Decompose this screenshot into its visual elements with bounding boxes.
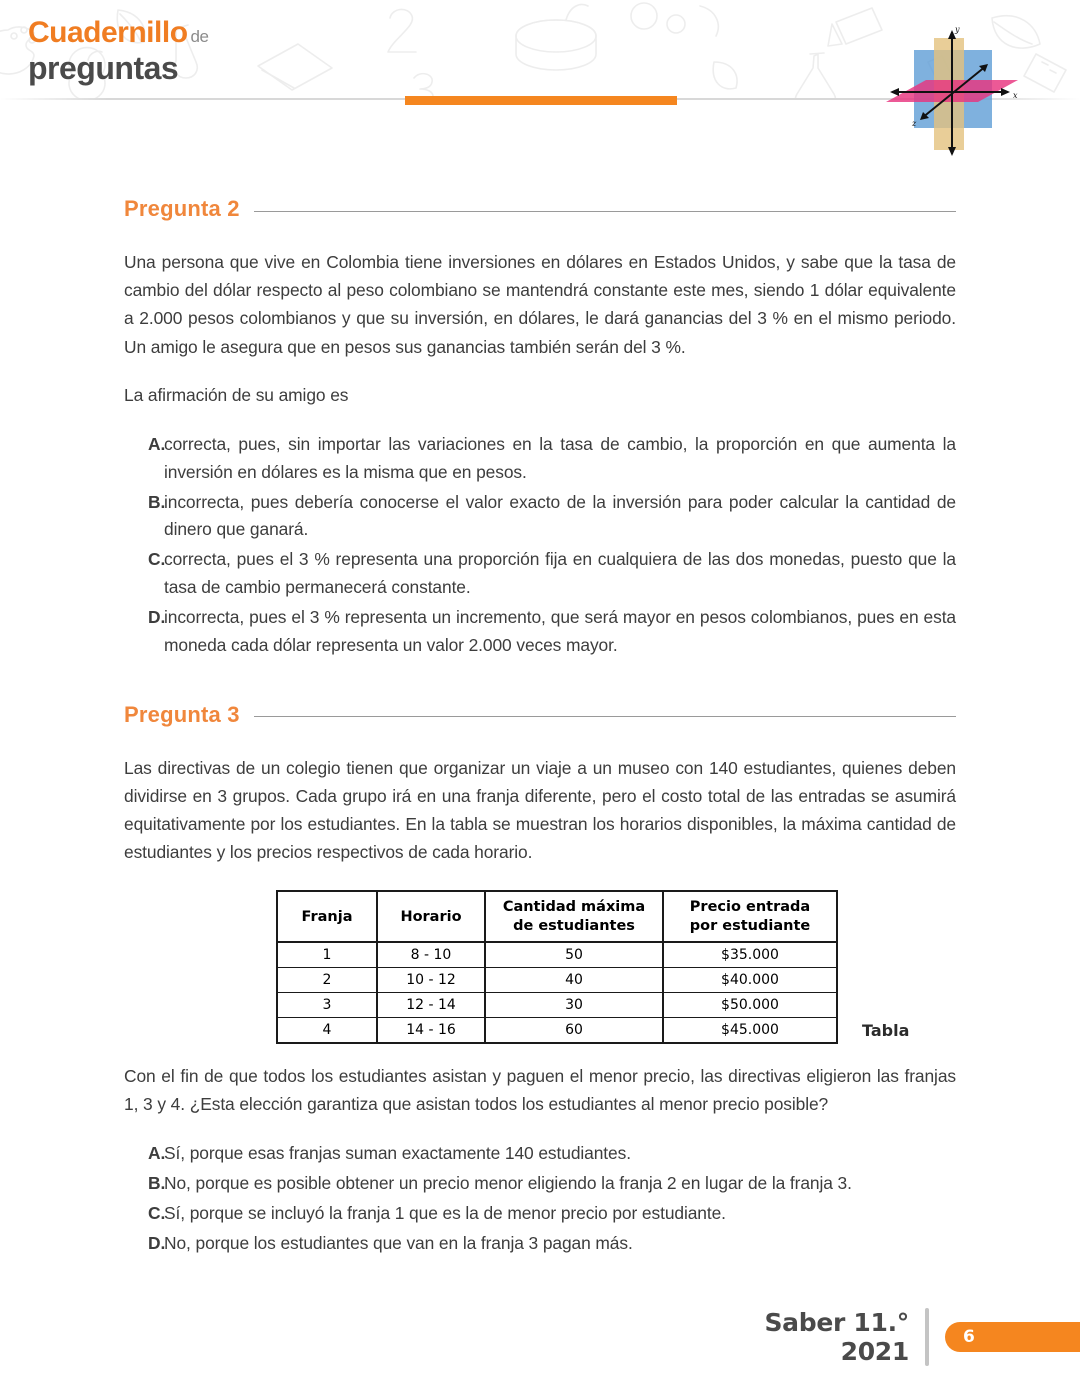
exam-label xyxy=(764,1308,909,1367)
axis-label-z: z xyxy=(912,119,917,128)
table-header-franja: Franja xyxy=(277,891,377,941)
table-header-horario: Horario xyxy=(377,891,485,941)
question-2-prompt: La afirmación de su amigo es xyxy=(124,384,349,405)
table-caption: Tabla xyxy=(862,1020,910,1040)
cell-horario: 10 - 12 xyxy=(377,967,485,992)
cell-horario: 8 - 10 xyxy=(377,942,485,968)
cell-precio: $45.000 xyxy=(663,1017,837,1043)
option-item[interactable] xyxy=(124,1140,956,1168)
cell-cantidad: 60 xyxy=(485,1017,663,1043)
option-letter: C. xyxy=(148,549,166,570)
table-row xyxy=(277,992,837,1017)
question-3-stem: Las directivas de un colegio tienen que organizar un viaje a un museo con 140 estudiantes, quienes deben dividirse en 3 grupos. Cada grupo irá en una franja diferente, pero el costo total de las entradas se asumirá equitativamente por los estudiantes. En la tabla se muestran los horarios disponibles, la máxima cantidad de estudiantes y los precios respectivos de cada horario. xyxy=(124,757,956,863)
cell-precio: $40.000 xyxy=(663,967,837,992)
brand-word-preguntas: preguntas xyxy=(28,50,179,86)
option-text: incorrecta, pues debería conocerse el valor exacto de la inversión para poder calcular la cantidad de dinero que ganará. xyxy=(164,491,956,540)
question-2-section xyxy=(124,196,956,660)
table-row xyxy=(277,967,837,992)
table-header-cantidad-maxima xyxy=(485,891,663,941)
option-item[interactable] xyxy=(124,489,956,545)
question-3-title: Pregunta 3 xyxy=(124,701,240,727)
table-header-row xyxy=(277,891,837,941)
option-text: Sí, porque esas franjas suman exactamente 140 estudiantes. xyxy=(164,1143,631,1164)
question-3-section xyxy=(124,702,956,1258)
table-header-precio-line2: por estudiante xyxy=(689,917,811,934)
page-header xyxy=(0,0,1080,180)
option-text: correcta, pues el 3 % representa una proporción fija en cualquiera de las dos monedas, puesto que la tasa de cambio permanecerá constante. xyxy=(164,549,956,598)
option-text: Sí, porque se incluyó la franja 1 que es la de menor precio por estudiante. xyxy=(164,1202,726,1223)
page-number-badge xyxy=(945,1322,1080,1352)
question-2-title: Pregunta 2 xyxy=(124,196,240,221)
question-2-options xyxy=(124,431,956,660)
option-letter: D. xyxy=(148,1232,166,1253)
option-item[interactable] xyxy=(124,546,956,602)
page-number-value: 6 xyxy=(963,1327,975,1347)
question-3-header xyxy=(124,702,956,728)
cell-franja: 1 xyxy=(277,942,377,968)
option-text: No, porque los estudiantes que van en la franja 3 pagan más. xyxy=(164,1232,633,1253)
option-letter: A. xyxy=(148,433,166,454)
footer-divider xyxy=(925,1308,929,1366)
brand-line-primary xyxy=(28,18,208,48)
question-2-header xyxy=(124,196,956,222)
exam-label-line1: Saber 11.° xyxy=(764,1307,909,1337)
cell-franja: 3 xyxy=(277,992,377,1017)
table-row xyxy=(277,942,837,968)
brand-logo xyxy=(28,18,208,84)
coordinate-axes-icon xyxy=(882,22,1022,162)
option-text: incorrecta, pues el 3 % representa un incremento, que será mayor en pesos colombianos, pues en esta moneda cada dólar representa un valor 2.000 veces mayor. xyxy=(164,607,956,655)
brand-word-cuadernillo: Cuadernillo xyxy=(28,16,188,49)
question-3-options xyxy=(124,1140,956,1257)
brand-word-de: de xyxy=(190,27,209,46)
axis-label-x: x xyxy=(1013,91,1018,100)
question-2-rule xyxy=(254,211,956,212)
question-2-stem: Una persona que vive en Colombia tiene inversiones en dólares en Estados Unidos, y sabe que la tasa de cambio del dólar respecto al peso colombiano se mantendrá constante este mes, siendo 1 dólar equivalente a 2.000 pesos colombianos y que su inversión, en dólares, le dará ganancias del 3 % en el mismo periodo. Un amigo le asegura que en pesos sus ganancias también serán del 3 %. xyxy=(124,252,956,357)
table-row xyxy=(277,1017,837,1043)
option-letter: C. xyxy=(148,1202,166,1223)
option-item[interactable] xyxy=(124,604,956,660)
cell-cantidad: 50 xyxy=(485,942,663,968)
option-item[interactable] xyxy=(124,1200,956,1228)
cell-cantidad: 30 xyxy=(485,992,663,1017)
cell-franja: 4 xyxy=(277,1017,377,1043)
schedule-table xyxy=(276,890,838,1043)
option-letter: D. xyxy=(148,607,166,627)
option-letter: B. xyxy=(148,1172,166,1193)
question-3-followup: Con el fin de que todos los estudiantes asistan y paguen el menor precio, las directivas eligieron las franjas 1, 3 y 4. ¿Esta elección garantiza que asistan todos los estudiantes al menor precio posible? xyxy=(124,1065,956,1114)
cell-precio: $50.000 xyxy=(663,992,837,1017)
question-3-rule xyxy=(254,716,956,717)
option-letter: A. xyxy=(148,1143,166,1164)
cell-franja: 2 xyxy=(277,967,377,992)
cell-horario: 14 - 16 xyxy=(377,1017,485,1043)
option-text: correcta, pues, sin importar las variaciones en la tasa de cambio, la proporción en que aumenta la inversión en dólares es la misma que en pesos. xyxy=(164,433,956,482)
exam-label-line2: 2021 xyxy=(840,1337,909,1366)
cell-horario: 12 - 14 xyxy=(377,992,485,1017)
table-header-precio-entrada xyxy=(663,891,837,941)
option-item[interactable] xyxy=(124,431,956,487)
table-header-precio-line1: Precio entrada xyxy=(689,899,811,916)
option-item[interactable] xyxy=(124,1170,956,1198)
page-footer xyxy=(764,1299,1080,1375)
cell-precio: $35.000 xyxy=(663,942,837,968)
option-item[interactable] xyxy=(124,1230,956,1258)
table-header-cantidad-line2: de estudiantes xyxy=(513,917,635,934)
cell-cantidad: 40 xyxy=(485,967,663,992)
option-letter: B. xyxy=(148,491,166,512)
page-content xyxy=(124,196,956,1259)
axis-label-y: y xyxy=(955,25,960,34)
table-header-cantidad-line1: Cantidad máxima xyxy=(502,899,646,916)
header-accent-bar xyxy=(405,96,677,105)
schedule-table-wrapper xyxy=(124,890,956,1043)
option-text: No, porque es posible obtener un precio menor eligiendo la franja 2 en lugar de la franja 3. xyxy=(164,1172,852,1193)
